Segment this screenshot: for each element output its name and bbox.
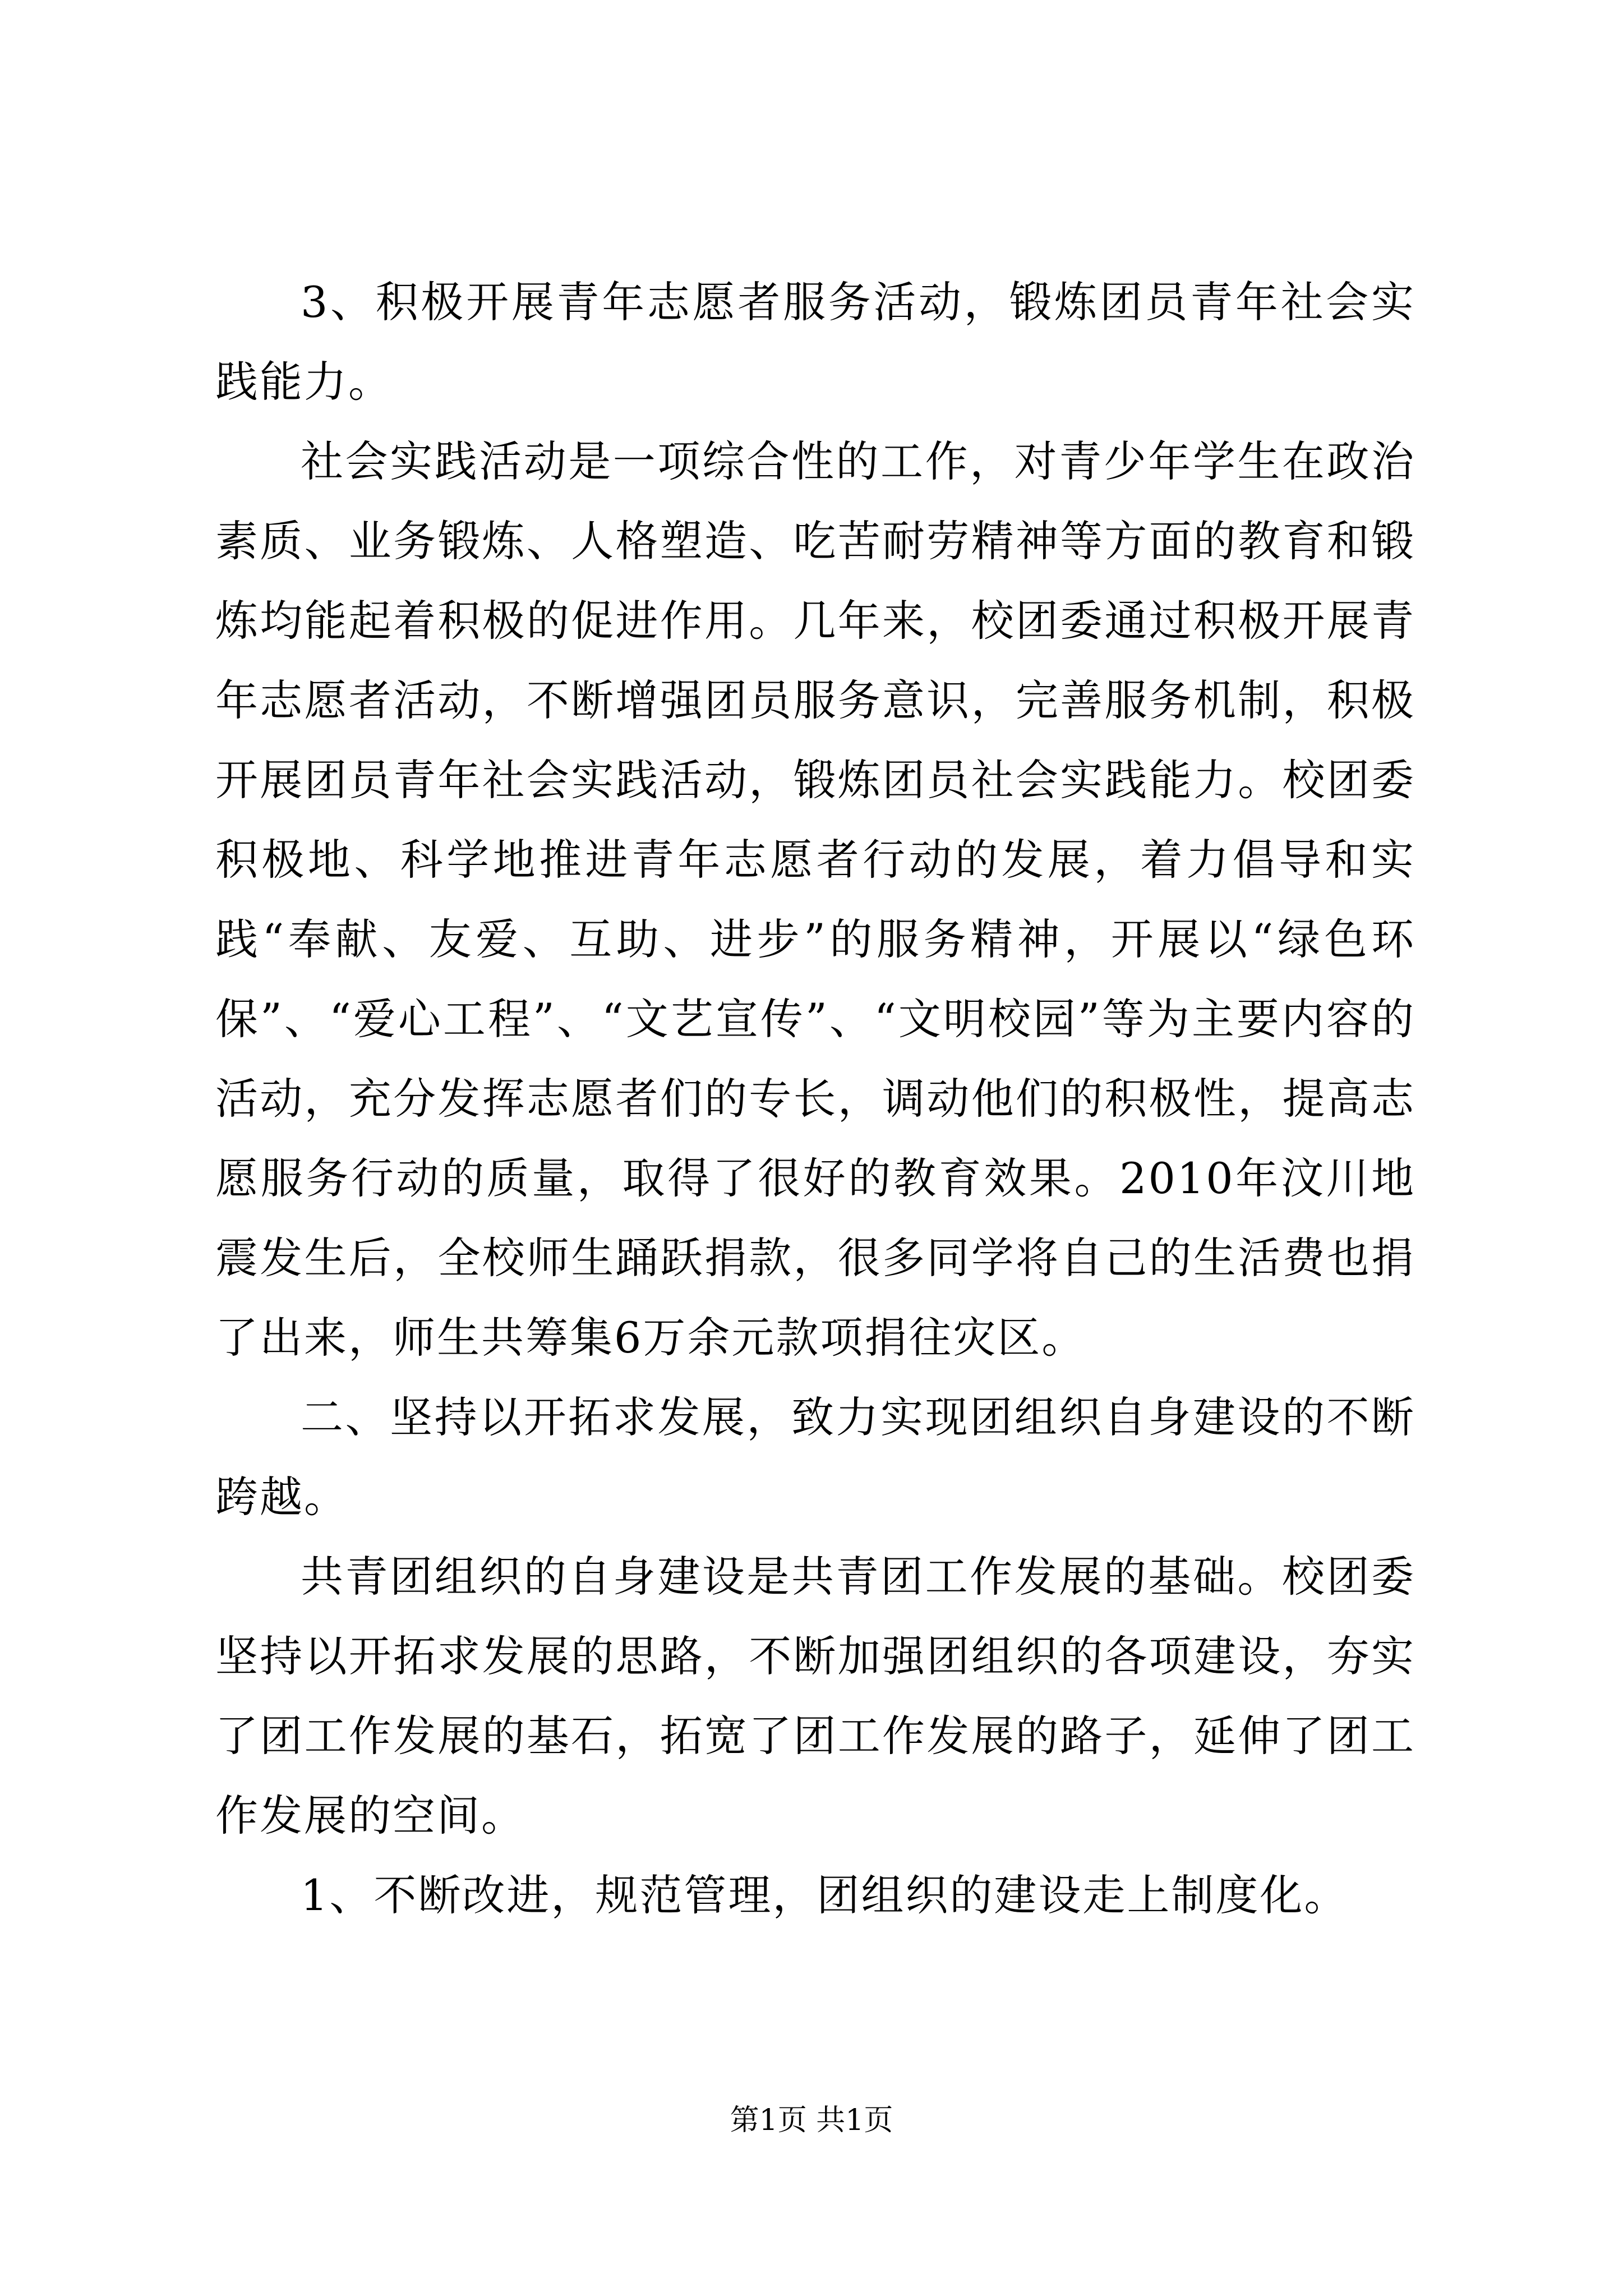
paragraph-2: 社会实践活动是一项综合性的工作，对青少年学生在政治素质、业务锻炼、人格塑造、吃苦耐劳精神等方面的教育和锻炼均能起着积极的促进作用。几年来，校团委通过积极开展青年志愿者活动，不断增强团员服务意识，完善服务机制，积极开展团员青年社会实践活动，锻炼团员社会实践能力。校团委积极地、科学地推进青年志愿者行动的发展，着力倡导和实践“奉献、友爱、互助、进步”的服务精神，开展以“绿色环保”、“爱心工程”、“文艺宣传”、“文明校园”等为主要内容的活动，充分发挥志愿者们的专长，调动他们的积极性，提高志愿服务行动的质量，取得了很好的教育效果。2010年汶川地震发生后，全校师生踊跃捐款，很多同学将自己的生活费也捐了出来，师生共筹集6万余元款项捐往灾区。 — [215, 436, 1415, 1363]
document-body — [215, 263, 1415, 1935]
paragraph-1: 3、积极开展青年志愿者服务活动，锻炼团员青年社会实践能力。 — [215, 277, 1415, 407]
paragraph-5: 1、不断改进，规范管理，团组织的建设走上制度化。 — [301, 1870, 1349, 1920]
paragraph-4: 共青团组织的自身建设是共青团工作发展的基础。校团委坚持以开拓求发展的思路，不断加强团组织的各项建设，夯实了团工作发展的基石，拓宽了团工作发展的路子，延伸了团工作发展的空间。 — [215, 1552, 1415, 1841]
paragraph-3: 二、坚持以开拓求发展，致力实现团组织自身建设的不断跨越。 — [215, 1392, 1415, 1522]
page-footer: 第1页 共1页 — [730, 2104, 893, 2137]
